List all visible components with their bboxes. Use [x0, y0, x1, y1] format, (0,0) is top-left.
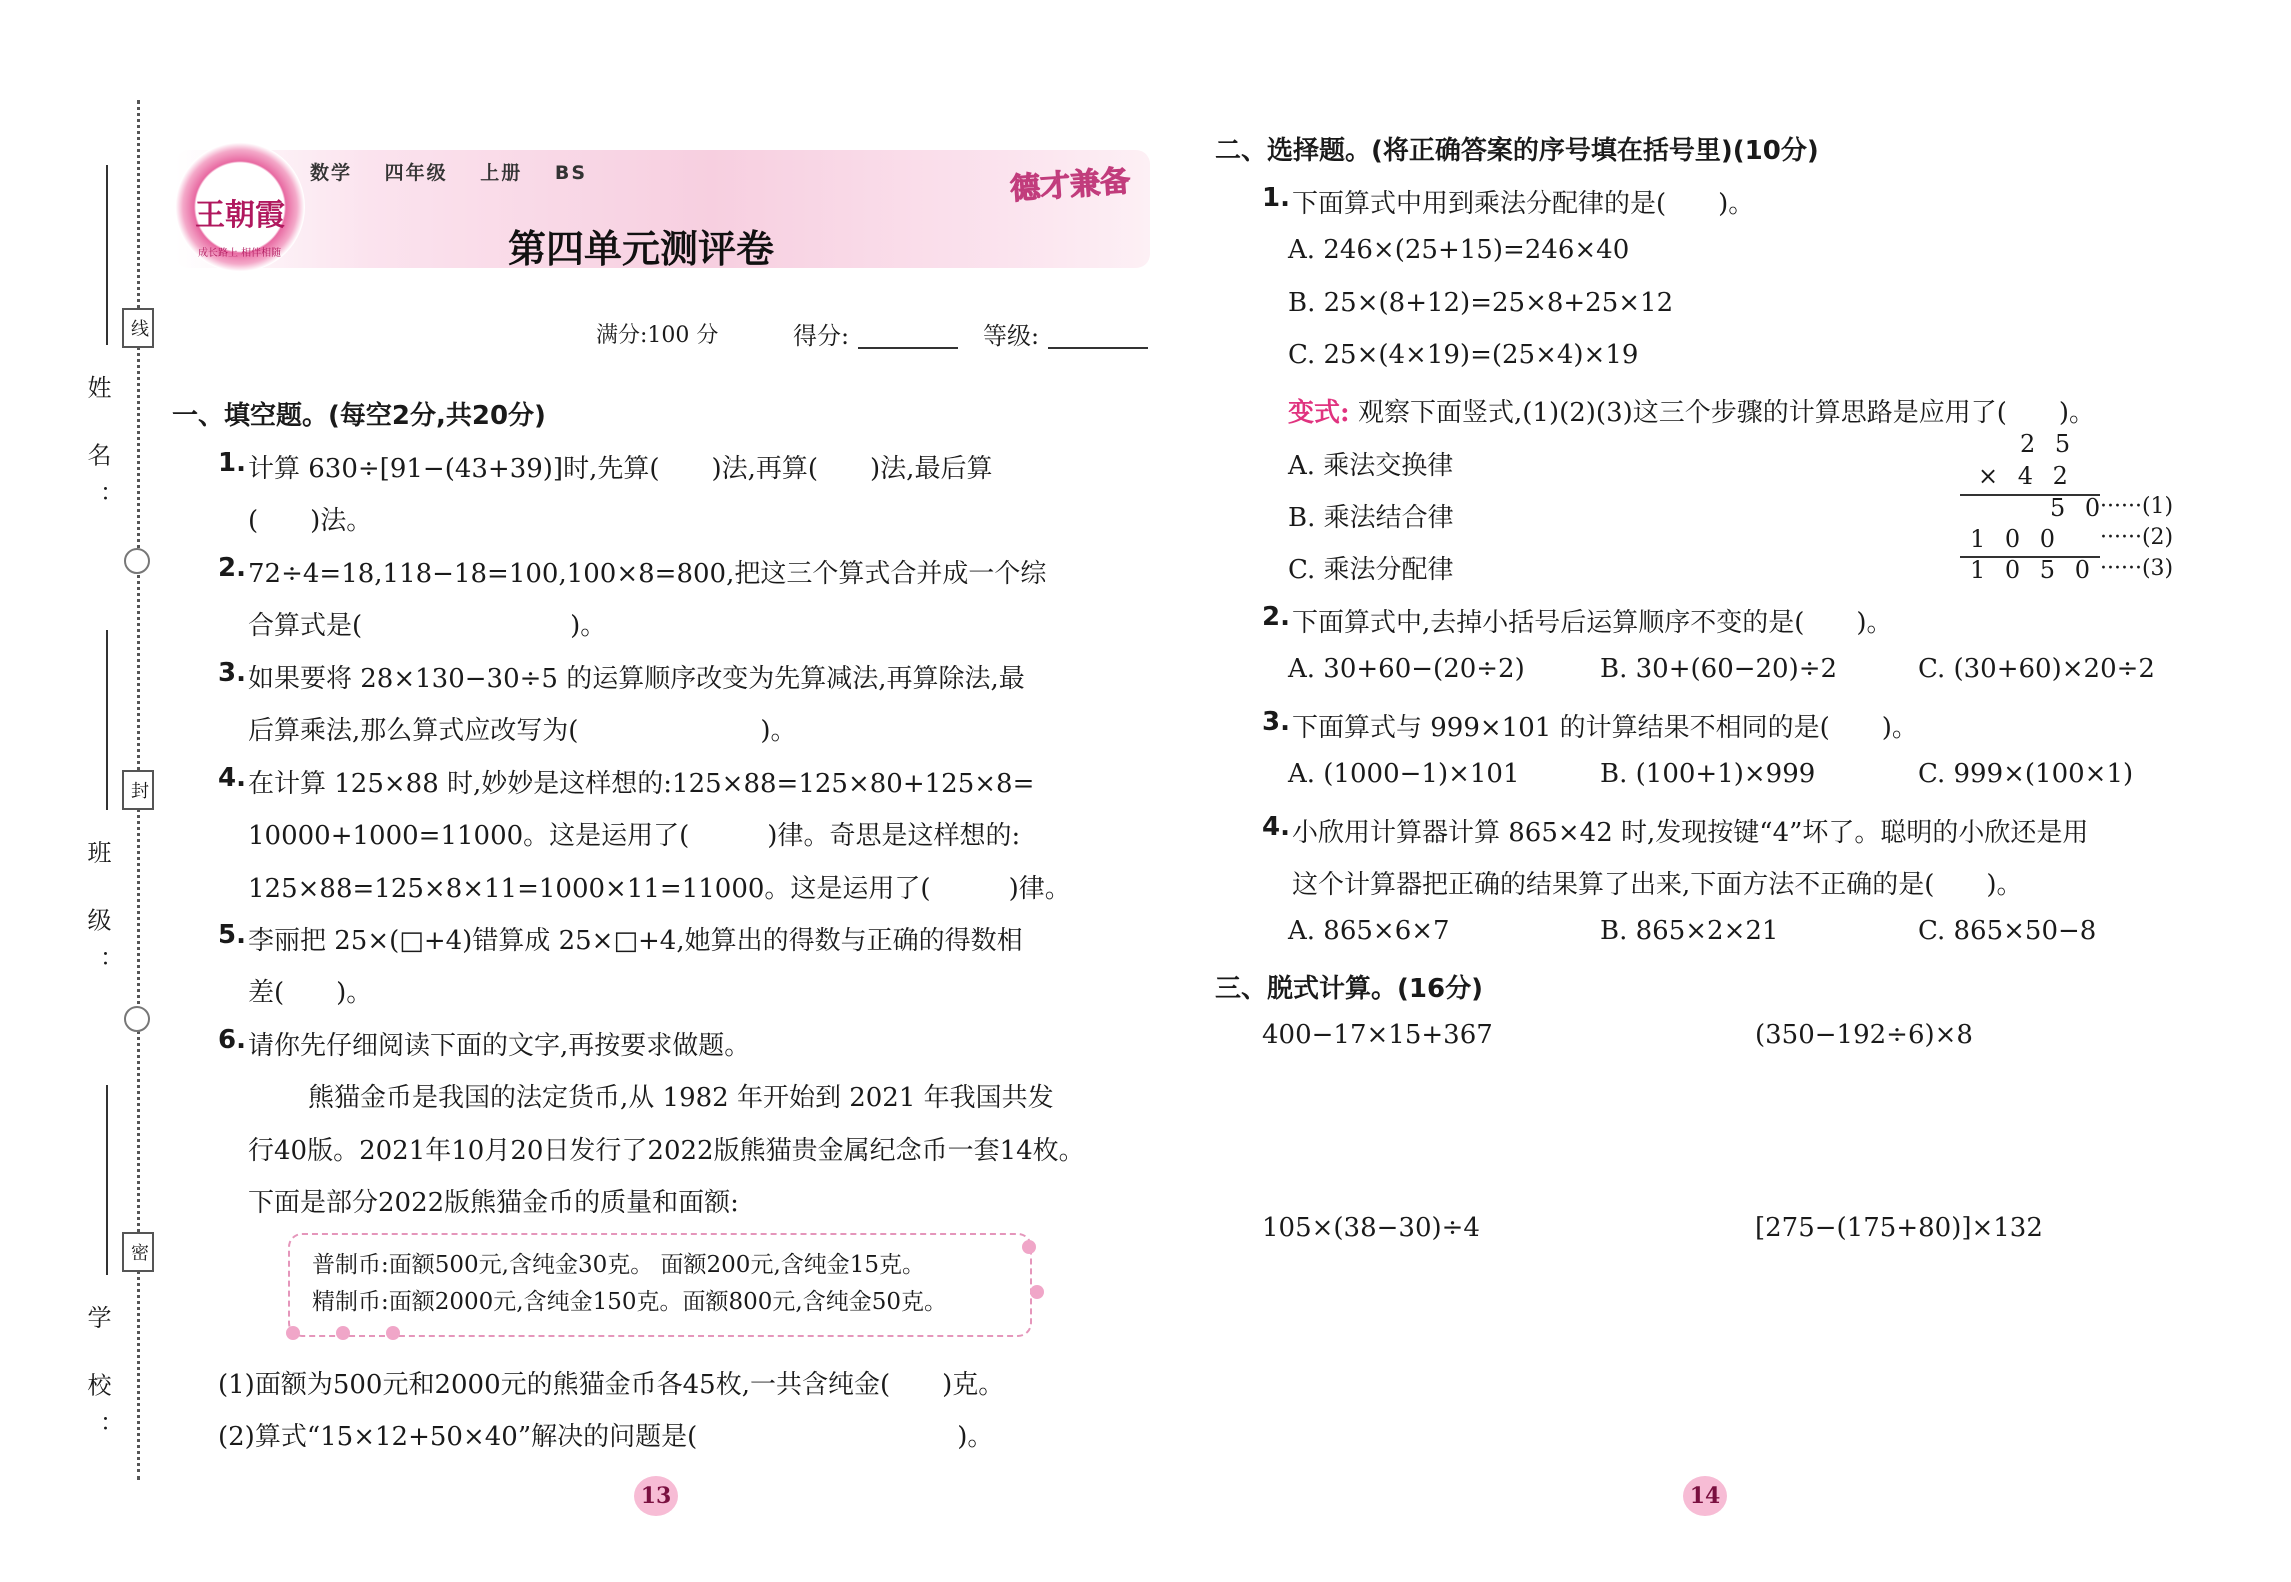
s2q3-stem: 下面算式与 999×101 的计算结果不相同的是( )。 [1292, 713, 1918, 743]
step3-label: ······(3) [2100, 556, 2174, 581]
s2q1-number: 1. [1262, 183, 1290, 213]
q6-paragraph-line3: 下面是部分2022版熊猫金币的质量和面额: [248, 1188, 739, 1218]
expression-4: [275−(175+80)]×132 [1755, 1213, 2043, 1243]
name-label: 姓 名： [83, 375, 111, 527]
level-label: 等级: [983, 322, 1040, 350]
variant-label: 变式: [1288, 398, 1350, 428]
q6-paragraph-line1: 熊猫金币是我国的法定货币,从 1982 年开始到 2021 年我国共发 [308, 1083, 1054, 1113]
variant-option-c: C. 乘法分配律 [1288, 555, 1454, 585]
q4-line1: 在计算 125×88 时,妙妙是这样想的:125×88=125×80+125×8= [248, 769, 1035, 799]
class-label: 班 级： [83, 840, 111, 992]
term: 上册 [480, 162, 523, 184]
expression-3: 105×(38−30)÷4 [1262, 1213, 1480, 1243]
page-number-right: 14 [1683, 1476, 1727, 1516]
section1-title: 一、填空题。(每空2分,共20分) [172, 401, 546, 431]
variant-option-b: B. 乘法结合律 [1288, 503, 1454, 533]
flower-decoration [386, 1326, 400, 1340]
vertical-row4: 1 0 0 [1970, 525, 2062, 553]
dense-mark: 密 [122, 1232, 154, 1272]
s2q3-option-b: B. (100+1)×999 [1600, 759, 1816, 789]
s2q1-option-c: C. 25×(4×19)=(25×4)×19 [1288, 340, 1639, 370]
seal-mark: 封 [122, 770, 154, 810]
s2q2-stem: 下面算式中,去掉小括号后运算顺序不变的是( )。 [1292, 608, 1893, 638]
s2q2-option-b: B. 30+(60−20)÷2 [1600, 654, 1838, 684]
q6-intro: 请你先仔细阅读下面的文字,再按要求做题。 [248, 1031, 751, 1061]
s2q2-number: 2. [1262, 602, 1290, 632]
vertical-row5: 1 0 5 0 [1970, 556, 2096, 584]
vertical-row1: 2 5 [2020, 430, 2077, 458]
q1-line2: ( )法。 [248, 506, 373, 536]
motto-badge: 德才兼备 [1009, 163, 1132, 208]
s2q3-option-a: A. (1000−1)×101 [1288, 759, 1520, 789]
q6-sub2: (2)算式“15×12+50×40”解决的问题是( )。 [218, 1422, 994, 1452]
q6-number: 6. [218, 1025, 246, 1055]
q2-line2: 合算式是( )。 [248, 611, 607, 641]
s2q2-option-a: A. 30+60−(20÷2) [1288, 654, 1525, 684]
flower-decoration [336, 1326, 350, 1340]
vertical-row3: 5 0 [2050, 494, 2107, 522]
flower-decoration [1022, 1240, 1036, 1254]
q5-line1: 李丽把 25×(□+4)错算成 25×□+4,她算出的得数与正确的得数相 [248, 926, 1023, 956]
q5-line2: 差( )。 [248, 978, 373, 1008]
full-score: 满分:100 分 [596, 323, 719, 348]
step2-label: ······(2) [2100, 525, 2174, 550]
line-mark: 线 [122, 308, 154, 348]
q6-sub1: (1)面额为500元和2000元的熊猫金币各45枚,一共含纯金( )克。 [218, 1370, 1005, 1400]
s2q2-option-c: C. (30+60)×20÷2 [1918, 654, 2155, 684]
s2q3-number: 3. [1262, 707, 1290, 737]
score-label: 得分: [793, 322, 850, 350]
q3-line1: 如果要将 28×130−30÷5 的运算顺序改变为先算减法,再算除法,最 [248, 664, 1025, 694]
subject: 数学 [310, 162, 353, 184]
flower-decoration [1030, 1285, 1044, 1299]
s2q1-option-b: B. 25×(8+12)=25×8+25×12 [1288, 288, 1674, 318]
q2-line1: 72÷4=18,118−18=100,100×8=800,把这三个算式合并成一个综 [248, 559, 1047, 589]
grade: 四年级 [384, 162, 448, 184]
school-label: 学 校： [83, 1305, 111, 1457]
page-number-left: 13 [634, 1476, 678, 1516]
q4-number: 4. [218, 763, 246, 793]
logo-text: 王朝霞 [195, 198, 285, 233]
logo-subtext: 成长路上 相伴相随 [198, 248, 282, 259]
variant-option-a: A. 乘法交换律 [1288, 451, 1454, 481]
section2-title: 二、选择题。(将正确答案的序号填在括号里)(10分) [1215, 136, 1819, 166]
q1-number: 1. [218, 448, 246, 478]
q2-number: 2. [218, 553, 246, 583]
variant-text: 观察下面竖式,(1)(2)(3)这三个步骤的计算思路是应用了( )。 [1358, 398, 2096, 428]
hole-mark [124, 1006, 150, 1032]
q6-paragraph-line2: 行40版。2021年10月20日发行了2022版熊猫贵金属纪念币一套14枚。 [248, 1136, 1085, 1166]
q5-number: 5. [218, 920, 246, 950]
coin-info-line2: 精制币:面额2000元,含纯金150克。面额800元,含纯金50克。 [312, 1289, 947, 1315]
vertical-row2: × 4 2 [1978, 462, 2074, 490]
s2q1-option-a: A. 246×(25+15)=246×40 [1288, 235, 1630, 265]
hole-mark [124, 548, 150, 574]
school-underline [106, 1085, 108, 1275]
book-meta [310, 158, 611, 185]
s2q4-option-a: A. 865×6×7 [1288, 916, 1450, 946]
level-blank[interactable] [1048, 347, 1148, 349]
step1-label: ······(1) [2100, 494, 2174, 519]
q3-number: 3. [218, 658, 246, 688]
coin-info-line1: 普制币:面额500元,含纯金30克。 面额200元,含纯金15克。 [312, 1252, 926, 1278]
expression-1: 400−17×15+367 [1262, 1020, 1493, 1050]
q4-line2: 10000+1000=11000。这是运用了( )律。奇思是这样想的: [248, 821, 1021, 851]
name-underline [106, 165, 108, 345]
s2q4-option-c: C. 865×50−8 [1918, 916, 2097, 946]
s2q3-option-c: C. 999×(100×1) [1918, 759, 2134, 789]
q1-line1: 计算 630÷[91−(43+39)]时,先算( )法,再算( )法,最后算 [248, 454, 993, 484]
page-title: 第四单元测评卷 [508, 227, 775, 271]
q4-line3: 125×88=125×8×11=1000×11=11000。这是运用了( )律。 [248, 874, 1071, 904]
section3-title: 三、脱式计算。(16分) [1215, 974, 1483, 1004]
q3-line2: 后算乘法,那么算式应改写为( )。 [248, 716, 797, 746]
score-blank[interactable] [858, 347, 958, 349]
edition: BS [554, 162, 588, 184]
s2q4-line2: 这个计算器把正确的结果算了出来,下面方法不正确的是( )。 [1292, 870, 2023, 900]
s2q4-option-b: B. 865×2×21 [1600, 916, 1779, 946]
class-underline [106, 630, 108, 810]
s2q4-line1: 小欣用计算器计算 865×42 时,发现按键“4”坏了。聪明的小欣还是用 [1292, 818, 2089, 848]
s2q4-number: 4. [1262, 812, 1290, 842]
expression-2: (350−192÷6)×8 [1755, 1020, 1973, 1050]
flower-decoration [286, 1326, 300, 1340]
s2q1-stem: 下面算式中用到乘法分配律的是( )。 [1292, 189, 1755, 219]
